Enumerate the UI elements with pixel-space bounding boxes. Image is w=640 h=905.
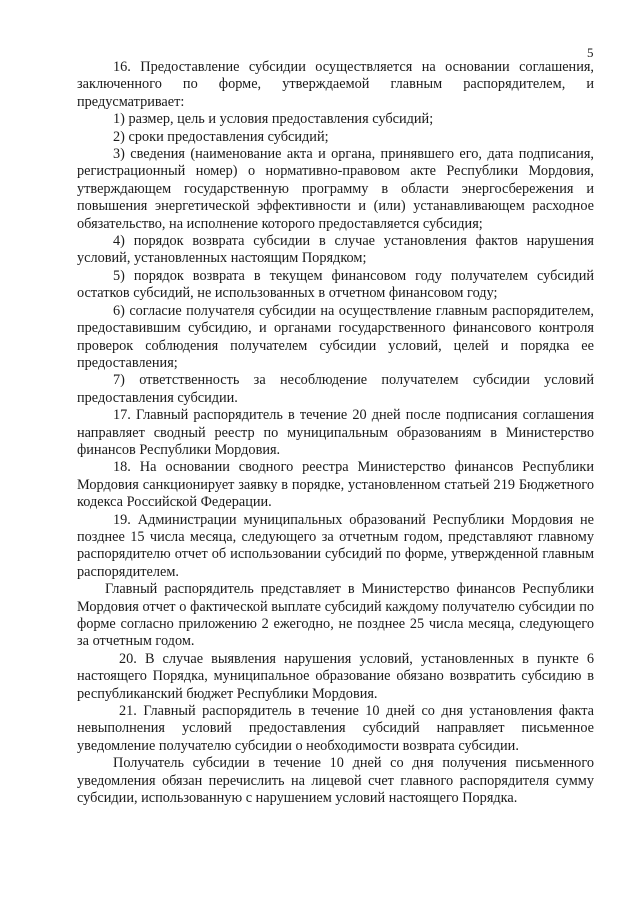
paragraph-16-item-7: 7) ответственность за несоблюдение получателем субсидии условий предоставления субсидии. [77, 372, 594, 406]
paragraph-16-item-6: 6) согласие получателя субсидии на осуществление главным распорядителем, предоставившим субсидию, и органами государственного финансового контроля проверок соблюдения получателем субсидии условий, целей и порядка ее предоставления; [77, 302, 594, 371]
page-number: 5 [587, 45, 594, 60]
paragraph-19-report: Главный распорядитель представляет в Министерство финансов Республики Мордовия отчет о фактической выплате субсидий каждому получателю субсидии по форме согласно приложению 2 ежегодно, не позднее 25 числа месяца, следующего за отчетным годом. [77, 581, 594, 650]
document-body [77, 59, 594, 807]
paragraph-16-item-2: 2) сроки предоставления субсидий; [113, 128, 329, 145]
paragraph-16-item-3: 3) сведения (наименование акта и органа, принявшего его, дата подписания, регистрационный номер) о нормативно-правовом акте Республики Мордовия, утверждающем государственную программу в области энергосбережения и повышения энергетической эффективности и (или) устанавливающем расходное обязательство, на исполнение которого предоставляется субсидия; [77, 146, 594, 232]
paragraph-17: 17. Главный распорядитель в течение 20 дней после подписания соглашения направляет сводный реестр по муниципальным образованиям в Министерство финансов Республики Мордовия. [77, 407, 594, 458]
paragraph-19: 19. Администрации муниципальных образований Республики Мордовия не позднее 15 числа месяца, следующего за отчетным годом, представляют главному распорядителю отчет об использовании субсидий по форме, утвержденной главным распорядителем. [77, 511, 594, 580]
paragraph-18: 18. На основании сводного реестра Министерство финансов Республики Мордовия санкционирует заявку в порядке, установленном статьей 219 Бюджетного кодекса Российской Федерации. [77, 459, 594, 511]
paragraph-21: 21. Главный распорядитель в течение 10 дней со дня установления факта невыполнения условий предоставления субсидий направляет письменное уведомление получателю субсидии о необходимости возврата субсидии. [77, 703, 594, 754]
paragraph-20: 20. В случае выявления нарушения условий, установленных в пункте 6 настоящего Порядка, муниципальное образование обязано возвратить субсидию в республиканский бюджет Республики Мордовия. [77, 650, 594, 702]
paragraph-16: 16. Предоставление субсидии осуществляется на основании соглашения, заключенного по форме, утверждаемой главным распорядителем, и предусматривает: [77, 59, 594, 110]
paragraph-16-item-1: 1) размер, цель и условия предоставления субсидий; [113, 111, 434, 128]
paragraph-16-item-4: 4) порядок возврата субсидии в случае установления фактов нарушения условий, установленных настоящим Порядком; [77, 233, 594, 267]
paragraph-21-return: Получатель субсидии в течение 10 дней со дня получения письменного уведомления обязан перечислить на лицевой счет главного распорядителя сумму субсидии, использованную с нарушением условий настоящего Порядка. [77, 755, 594, 807]
paragraph-16-item-5: 5) порядок возврата в текущем финансовом году получателем субсидий остатков субсидий, не использованных в отчетном финансовом году; [77, 267, 594, 302]
